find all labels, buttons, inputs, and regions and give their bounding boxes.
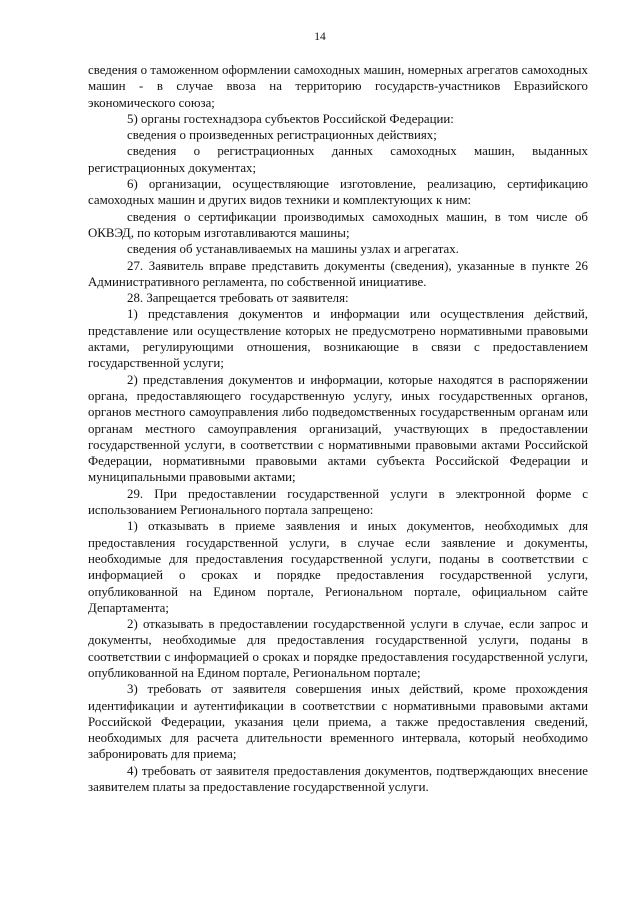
para-29-3: 3) требовать от заявителя совершения иных действий, кроме прохождения идентификации и аутентификации в соответствии с нормативными правовыми актами Российской Федерации, указания цели приема, а также предоставления сведений, необходимых для расчета длительности временного интервала, который необходимо забронировать для приема; [88,682,588,762]
para-27: 27. Заявитель вправе представить документы (сведения), указанные в пункте 26 Административного регламента, по собственной инициативе. [88,258,588,289]
para-28-1: 1) представления документов и информации или осуществления действий, представление или осуществление которых не предусмотрено нормативными правовыми актами, регулирующими отношения, возникающие в связи с предоставлением государственной услуги; [88,307,588,371]
para-29-1: 1) отказывать в приеме заявления и иных документов, необходимых для предоставления государственной услуги, в случае если заявление и документы, необходимые для предоставления государственной услуги, поданы в соответствии с информацией о сроках и порядке предоставления государственной услуги, опубликованной на Едином портале, Региональном портале, официальном сайте Департамента; [88,519,588,615]
para-29: 29. При предоставлении государственной услуги в электронной форме с использованием Регионального портала запрещено: [88,486,588,518]
document-body [88,62,588,795]
para-registration-data: сведения о регистрационных данных самоходных машин, выданных регистрационных документах; [88,144,588,175]
para-certification: сведения о сертификации производимых самоходных машин, в том числе об ОКВЭД, по которым изготавливаются машины; [88,209,588,240]
page-number: 14 [314,31,326,43]
para-29-4: 4) требовать от заявителя предоставления документов, подтверждающих внесение заявителем платы за предоставление государственной услуги. [88,763,588,795]
para-6-organizations: 6) организации, осуществляющие изготовление, реализацию, сертификацию самоходных машин и других видов техники и комплектующих к ним: [88,177,588,208]
para-installed-units: сведения об устанавливаемых на машины узлах и агрегатах. [127,242,459,257]
para-29-2: 2) отказывать в предоставлении государственной услуги в случае, если запрос и документы, необходимые для предоставления государственной услуги, поданы в соответствии с информацией о сроках и порядке предоставления государственной услуги, опубликованной на Едином портале, Региональном портале; [88,617,588,680]
para-customs-info: сведения о таможенном оформлении самоходных машин, номерных агрегатов самоходных машин - в случае ввоза на территорию государств-участников Евразийского экономического союза; [88,63,588,110]
para-5-gostekhnadzor: 5) органы гостехнадзора субъектов Российской Федерации: [127,111,454,126]
para-28: 28. Запрещается требовать от заявителя: [127,291,349,306]
para-registration-actions: сведения о произведенных регистрационных действиях; [127,128,437,143]
para-28-2: 2) представления документов и информации, которые находятся в распоряжении органа, предоставляющего государственную услугу, иных государственных органов, органов местного самоуправления либо подведомственных государственным органам или органам местного самоуправления организаций, участвующих в предоставлении государственной услуги, в соответствии с нормативными правовыми актами Российской Федерации, нормативными правовыми актами субъекта Российской Федерации и муниципальными правовыми актами; [88,372,588,485]
